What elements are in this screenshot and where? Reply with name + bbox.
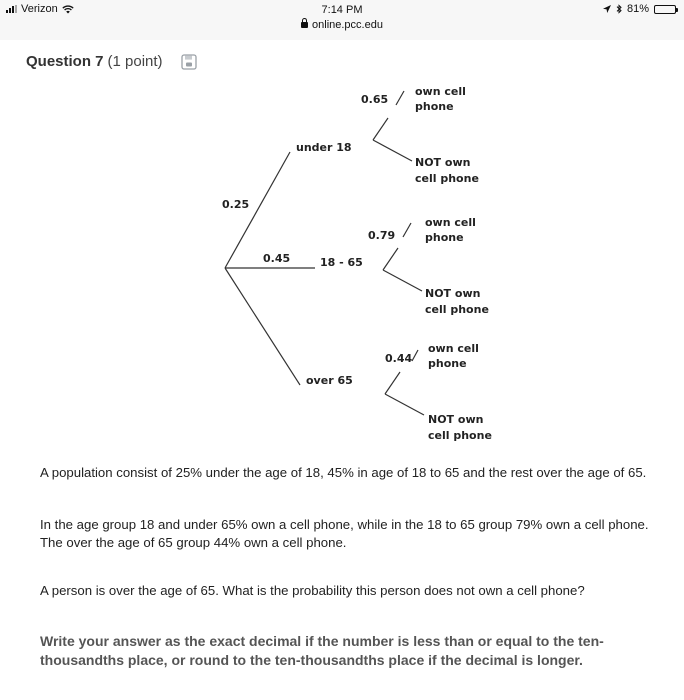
lock-icon — [301, 22, 308, 28]
question-header — [26, 53, 197, 70]
status-right — [603, 3, 676, 15]
label-not-1-line2: cell phone — [415, 172, 479, 185]
label-under-18: under 18 — [296, 141, 352, 154]
status-time: 7:14 PM — [321, 4, 363, 16]
question-text-groups: In the age group 18 and under 65% own a cell phone, while in the 18 to 65 group 79% own a cell phone. The over the age of 65 group 44% own a cell phone. — [40, 517, 649, 550]
sub-tick-1 — [396, 91, 404, 105]
carrier-name: Verizon — [21, 3, 58, 15]
location-icon — [603, 5, 611, 14]
label-own-1-line1: own cell — [415, 85, 466, 98]
address-bar[interactable] — [0, 19, 684, 31]
label-own-1-line2: phone — [415, 100, 454, 113]
label-18-65: 18 - 65 — [320, 256, 363, 269]
bluetooth-icon — [616, 4, 622, 14]
label-not-3-line1: NOT own — [428, 413, 484, 426]
label-own-2-line2: phone — [425, 231, 464, 244]
sub-tick-2 — [403, 223, 411, 237]
question-text-population: A population consist of 25% under the age of 18, 45% in age of 18 to 65 and the rest over the age of 65. — [40, 465, 647, 480]
question-number: Question 7 — [26, 53, 104, 70]
sub-line-not-2 — [383, 270, 422, 291]
label-not-1-line1: NOT own — [415, 156, 471, 169]
label-own-2-line1: own cell — [425, 216, 476, 229]
sub-line-not-1 — [373, 140, 412, 161]
sub-line-own-1 — [373, 118, 388, 140]
label-not-2-line1: NOT own — [425, 287, 481, 300]
sub-line-own-2 — [383, 248, 398, 270]
prob-own-18-65: 0.79 — [368, 229, 396, 242]
label-own-3-line1: own cell — [428, 342, 479, 355]
label-not-3-line2: cell phone — [428, 429, 492, 442]
battery-percent: 81% — [626, 3, 649, 15]
branch-line-over-65 — [225, 268, 300, 385]
battery-icon — [654, 5, 676, 14]
sub-line-own-3 — [385, 372, 400, 394]
prob-18-65: 0.45 — [263, 252, 291, 265]
save-icon[interactable] — [181, 54, 197, 70]
label-not-2-line2: cell phone — [425, 303, 489, 316]
prob-own-under-18: 0.65 — [361, 93, 389, 106]
url-text: online.pcc.edu — [312, 19, 383, 31]
question-points: (1 point) — [107, 53, 163, 70]
prob-own-over-65: 0.44 — [385, 352, 413, 365]
sub-line-not-3 — [385, 394, 424, 415]
probability-tree-diagram — [0, 70, 684, 450]
status-bar — [0, 0, 684, 40]
label-over-65: over 65 — [306, 374, 353, 387]
sub-tick-3 — [412, 350, 418, 361]
answer-instructions: Write your answer as the exact decimal if the number is less than or equal to the ten-thousandths place, or round to the ten-thousandths place if the decimal is longer. — [40, 633, 604, 668]
prob-under-18: 0.25 — [222, 198, 250, 211]
question-text-prompt: A person is over the age of 65. What is the probability this person does not own a cell phone? — [40, 583, 585, 598]
label-own-3-line2: phone — [428, 357, 467, 370]
